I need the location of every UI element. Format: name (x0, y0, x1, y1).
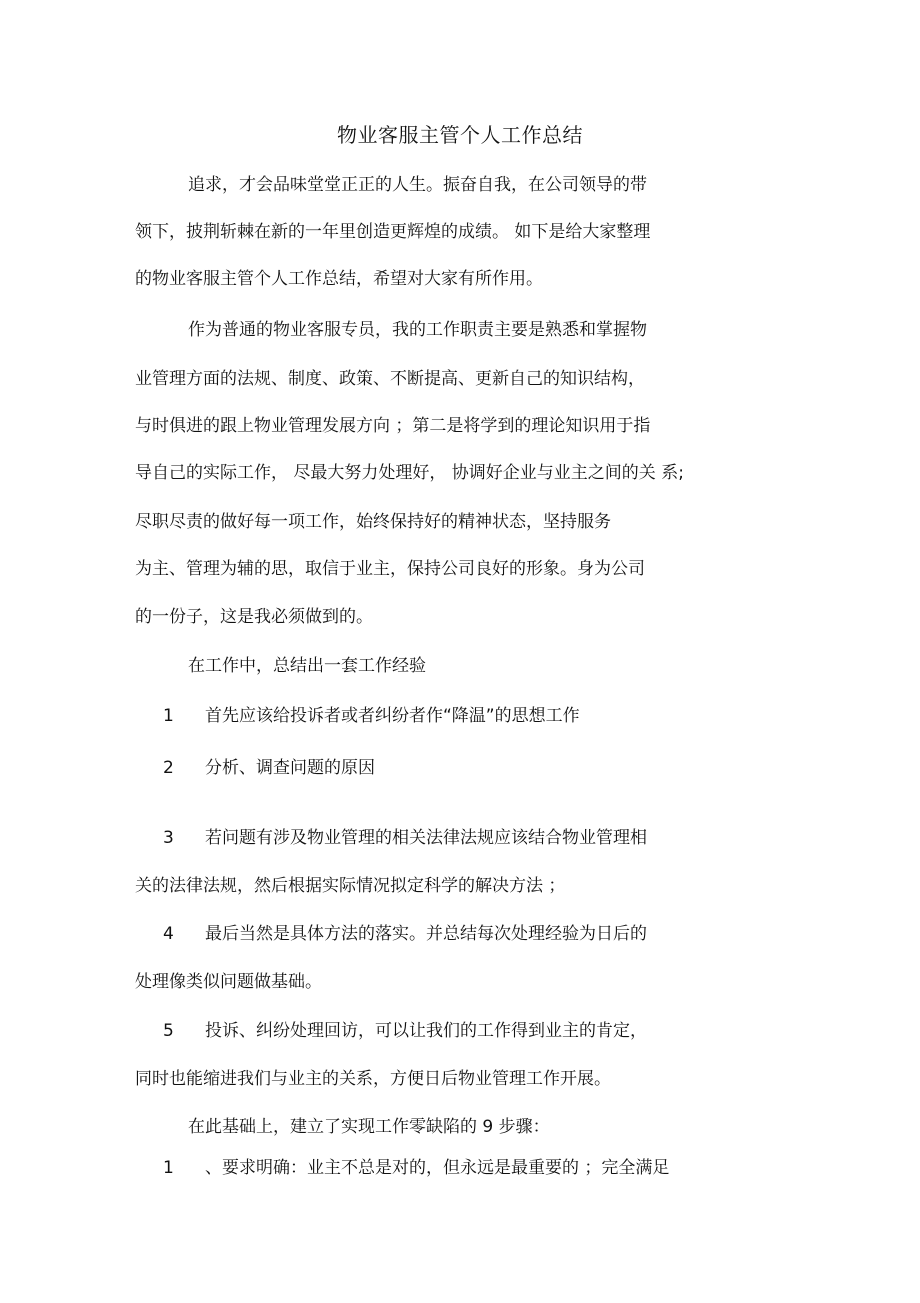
para1-line-5: 尽职尽责的做好每一项工作，始终保持好的精神状态，坚持服务 (135, 512, 611, 532)
item-text-continued: 处理像类似问题做基础。 (135, 972, 322, 992)
intro-line-2: 领下，披荆斩棘在新的一年里创造更辉煌的成绩。 如下是给大家整理 (135, 222, 651, 242)
para1-line-2: 业管理方面的法规、制度、政策、不断提高、更新自己的知识结构， (135, 369, 645, 389)
item-number: 3 (163, 828, 174, 848)
item-text: 投诉、纠纷处理回访，可以让我们的工作得到业主的肯定， (205, 1021, 647, 1041)
para1-line-4: 导自己的实际工作， 尽最大努力处理好， 协调好企业与业主之间的关 系; (135, 463, 684, 483)
item-text: 首先应该给投诉者或者纠纷者作“降温”的思想工作 (205, 706, 580, 726)
intro-line-1: 追求，才会品味堂堂正正的人生。振奋自我，在公司领导的带 (188, 175, 647, 195)
experience-heading: 在工作中，总结出一套工作经验 (188, 656, 426, 676)
item-number: 4 (163, 924, 174, 944)
step-number: 1 (163, 1158, 174, 1178)
item-text: 最后当然是具体方法的落实。并总结每次处理经验为日后的 (205, 924, 647, 944)
item-text: 若问题有涉及物业管理的相关法律法规应该结合物业管理相 (205, 828, 647, 848)
para1-line-3: 与时俱进的跟上物业管理发展方向 ；第二是将学到的理论知识用于指 (135, 416, 651, 436)
step-text: 、要求明确：业主不总是对的，但永远是最重要的 ；完全满足 (205, 1158, 670, 1178)
item-number: 1 (163, 706, 174, 726)
item-text-continued: 同时也能缩进我们与业主的关系，方便日后物业管理工作开展。 (135, 1069, 611, 1089)
para1-line-6: 为主、管理为辅的思，取信于业主，保持公司良好的形象。身为公司 (135, 559, 645, 579)
para1-line-1: 作为普通的物业客服专员，我的工作职责主要是熟悉和掌握物 (188, 320, 647, 340)
document-title: 物业客服主管个人工作总结 (337, 123, 583, 147)
item-number: 5 (163, 1021, 174, 1041)
steps-heading: 在此基础上，建立了实现工作零缺陷的 9 步骤： (188, 1117, 550, 1137)
para1-line-7: 的一份子，这是我必须做到的。 (135, 607, 373, 627)
item-text: 分析、调查问题的原因 (205, 758, 375, 778)
item-text-continued: 关的法律法规，然后根据实际情况拟定科学的解决方法 ； (135, 876, 566, 896)
intro-line-3: 的物业客服主管个人工作总结，希望对大家有所作用。 (135, 269, 543, 289)
item-number: 2 (163, 758, 174, 778)
